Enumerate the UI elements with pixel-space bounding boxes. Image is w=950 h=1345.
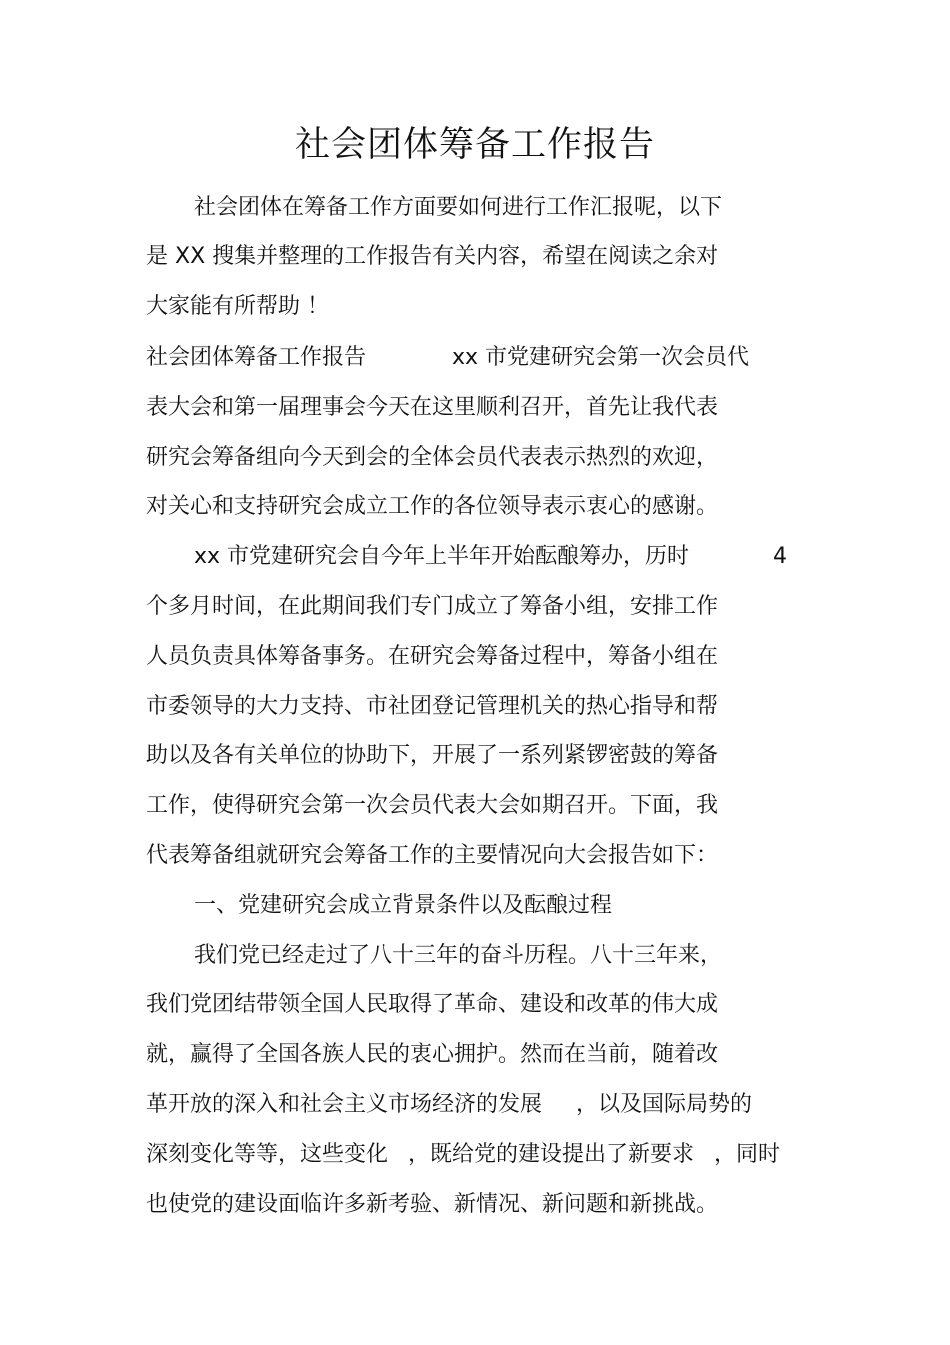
paragraph-line: 研究会筹备组向今天到会的全体会员代表表示热烈的欢迎， bbox=[146, 445, 719, 470]
paragraph-line: 人员负责具体筹备事务。在研究会筹备过程中，筹备小组在 bbox=[146, 644, 719, 669]
paragraph-line: 工作，使得研究会第一次会员代表大会如期召开。下面，我 bbox=[146, 793, 719, 818]
paragraph-line: 社会团体在筹备工作方面要如何进行工作汇报呢，以下 bbox=[194, 195, 723, 220]
paragraph-line: 大家能有所帮助 ！ bbox=[146, 294, 329, 319]
paragraph-segment: xx 市党建研究会自今年上半年开始酝酿筹办，历时 bbox=[194, 544, 690, 569]
paragraph-line: 就，赢得了全国各族人民的衷心拥护。然而在当前，随着改 bbox=[146, 1042, 719, 1067]
paragraph-line bbox=[146, 338, 749, 378]
paragraph-segment: ，既给党的建设提出了新要求 bbox=[408, 1142, 695, 1167]
paragraph-line: 我们党团结带领全国人民取得了革命、建设和改革的伟大成 bbox=[146, 992, 719, 1017]
paragraph-line bbox=[146, 1085, 752, 1125]
paragraph-segment: 深刻变化等等，这些变化 bbox=[146, 1142, 389, 1167]
paragraph-line: 我们党已经走过了八十三年的奋斗历程。八十三年来， bbox=[194, 943, 723, 968]
paragraph-line: 助以及各有关单位的协助下，开展了一系列紧锣密鼓的筹备 bbox=[146, 743, 719, 768]
paragraph-line: 表大会和第一届理事会今天在这里顺利召开，首先让我代表 bbox=[146, 395, 719, 420]
paragraph-line: 代表筹备组就研究会筹备工作的主要情况向大会报告如下： bbox=[146, 843, 719, 868]
paragraph-segment: ，同时 bbox=[714, 1142, 781, 1167]
paragraph-segment: ，以及国际局势的 bbox=[576, 1092, 753, 1117]
paragraph-line: 市委领导的大力支持、市社团登记管理机关的热心指导和帮 bbox=[146, 694, 719, 719]
report-heading-inline: 社会团体筹备工作报告 bbox=[146, 345, 367, 370]
paragraph-line: 是 XX 搜集并整理的工作报告有关内容，希望在阅读之余对 bbox=[146, 244, 719, 269]
paragraph-line bbox=[146, 1135, 780, 1175]
section-heading: 一、党建研究会成立背景条件以及酝酿过程 bbox=[194, 893, 613, 918]
paragraph-segment: 革开放的深入和社会主义市场经济的发展 bbox=[146, 1092, 543, 1117]
document-title: 社会团体筹备工作报告 bbox=[294, 125, 655, 165]
paragraph-line bbox=[194, 537, 787, 577]
paragraph-line: 个多月时间，在此期间我们专门成立了筹备小组，安排工作 bbox=[146, 594, 719, 619]
paragraph-segment: 4 bbox=[773, 544, 788, 569]
paragraph-segment: xx 市党建研究会第一次会员代 bbox=[452, 345, 750, 370]
paragraph-line: 也使党的建设面临许多新考验、新情况、新问题和新挑战。 bbox=[146, 1192, 719, 1217]
paragraph-line: 对关心和支持研究会成立工作的各位领导表示衷心的感谢。 bbox=[146, 494, 719, 519]
